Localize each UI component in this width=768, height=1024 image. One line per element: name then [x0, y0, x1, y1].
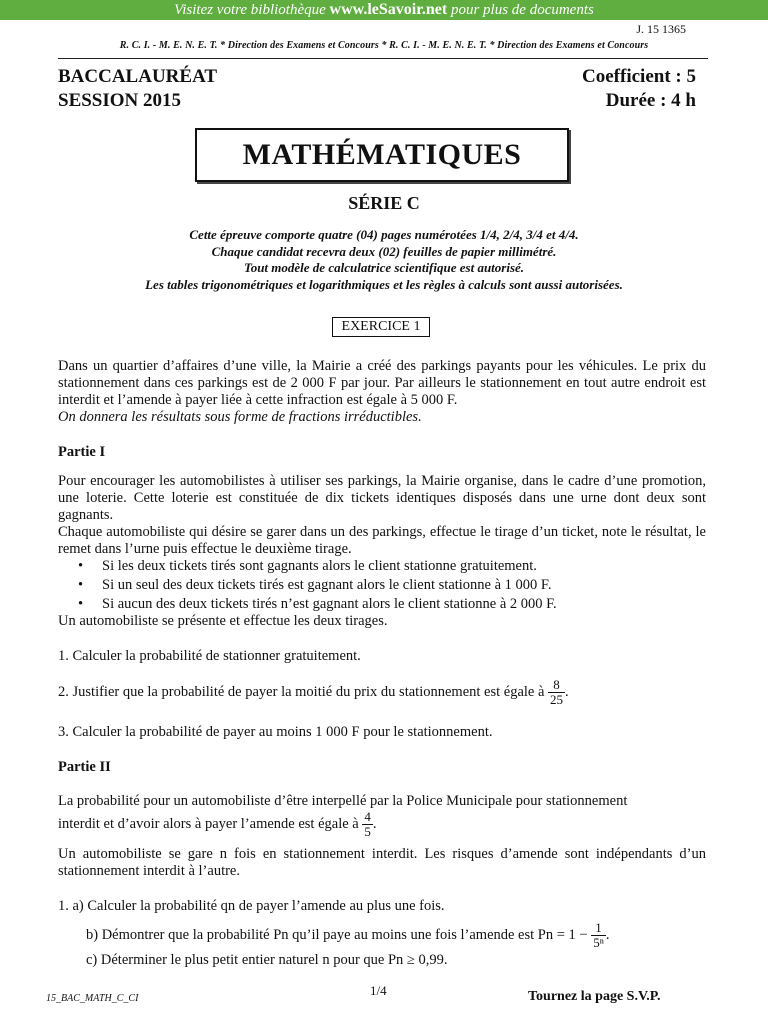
partie2-paragraph2: Un automobiliste se gare n fois en stationnement interdit. Les risques d’amende sont indépendants d’un stationnement interdit à l’autre. [58, 846, 706, 879]
instruction-line: Tout modèle de calculatrice scientifique est autorisé. [243, 260, 525, 275]
list-item [78, 596, 557, 613]
intro-text: Dans un quartier d’affaires d’une ville, la Mairie a créé des parkings payants pour les véhicules. Le prix du stationnement dans ces parkings est de 2 000 F par jour. Par ailleurs le stationnement en tout autre endroit est interdit et l’amende à payer liée à cette infraction est égale à 5 000 F. [58, 358, 706, 408]
session: SESSION 2015 [58, 90, 182, 111]
exam-code: J. 15 1365 [636, 22, 686, 36]
fraction-numerator: 8 [548, 678, 565, 693]
series-title: SÉRIE C [348, 193, 420, 213]
question-1a: 1. a) Calculer la probabilité qn de payer l’amende au plus une fois. [58, 898, 445, 914]
bullet-text: Si aucun des deux tickets tirés n’est gagnant alors le client stationne à 2 000 F. [102, 596, 557, 612]
fraction [362, 810, 373, 839]
fraction [591, 921, 606, 950]
banner-link[interactable]: www.leSavoir.net [329, 1, 448, 18]
instructions [0, 227, 768, 293]
partie1-title: Partie I [58, 444, 106, 460]
fraction-denominator: 25 [550, 692, 564, 707]
ministry-line: R. C. I. - M. E. N. E. T. * Direction des Examens et Concours * R. C. I. - M. E. N. E. T. * Direction des Examens et Concours [119, 40, 649, 51]
partie1-paragraph1: Pour encourager les automobilistes à utiliser ses parkings, la Mairie organise, dans le cadre d’une promotion, une loterie. Cette loterie est constituée de dix tickets identiques disposés dans une urne dont deux sont gagnants. [58, 473, 706, 523]
question-2: 2. Justifier que la probabilité de payer la moitié du prix du stationnement est égale à $\frac{8}{25}$ . [58, 677, 569, 707]
intro-paragraph [58, 358, 706, 426]
header-divider [58, 58, 708, 59]
exercise-label: EXERCICE 1 [332, 317, 430, 337]
bullet-text: Si un seul des deux tickets tirés est gagnant alors le client stationne à 1 000 F. [102, 577, 552, 593]
partie2-line2: interdit et d’avoir alors à payer l’amende est égale à [58, 815, 359, 832]
partie2-paragraph1: La probabilité pour un automobiliste d’être interpellé par la Police Municipale pour stationnement interdit et d’avoir alors à payer l’amende est égale à $\frac{4}{5}$ . [58, 793, 628, 839]
partie1-paragraph2: Chaque automobiliste qui désire se garer dans un des parkings, effectue le tirage d’un ticket, note le résultat, le remet dans l’urne puis effectue le deuxième tirage. [58, 524, 706, 557]
instruction-line: Cette épreuve comporte quatre (04) pages numérotées 1/4, 2/4, 3/4 et 4/4. [189, 227, 579, 242]
fraction-denominator: 5 [364, 824, 371, 839]
banner-suffix: pour plus de documents [450, 2, 594, 18]
duration: Durée : 4 h [605, 90, 696, 111]
question-3: 3. Calculer la probabilité de payer au moins 1 000 F pour le stationnement. [58, 724, 493, 740]
question-1: 1. Calculer la probabilité de stationner gratuitement. [58, 648, 361, 664]
bullet-text: Si les deux tickets tirés sont gagnants alors le client stationne gratuitement. [102, 558, 537, 574]
partie1-paragraph3: Un automobiliste se présente et effectue les deux tirages. [58, 613, 388, 629]
banner-prefix: Visitez votre bibliothèque [174, 2, 326, 18]
list-item [78, 577, 551, 594]
fraction-numerator: 1 [591, 921, 606, 936]
page-number: 1/4 [370, 983, 387, 998]
fraction-denominator: 5ⁿ [593, 935, 604, 950]
footer-code: 15_BAC_MATH_C_CI [46, 993, 139, 1004]
partie2-title: Partie II [58, 759, 111, 775]
fraction [548, 678, 565, 707]
instruction-line: Chaque candidat recevra deux (02) feuilles de papier millimétré. [211, 243, 557, 259]
turn-page-note: Tournez la page S.V.P. [528, 989, 661, 1004]
fraction-numerator: 4 [364, 809, 371, 824]
exam-name: BACCALAURÉAT [58, 66, 218, 87]
partie2-line1: La probabilité pour un automobiliste d’être interpellé par la Police Municipale pour stationnement [58, 793, 628, 809]
intro-note: On donnera les résultats sous forme de fractions irréductibles. [58, 409, 422, 425]
list-item [78, 558, 537, 575]
question-1b-text: b) Démontrer que la probabilité Pn qu’il paye au moins une fois l’amende est Pn = 1 − [86, 926, 588, 943]
question-1b: b) Démontrer que la probabilité Pn qu’il paye au moins une fois l’amende est Pn = 1 − $\frac{1}{\text{5ⁿ}}$ . [86, 920, 610, 950]
question-2-text: 2. Justifier que la probabilité de payer la moitié du prix du stationnement est égale à [58, 683, 545, 700]
bullet-icon: • [78, 558, 84, 574]
bullet-icon: • [78, 596, 84, 612]
coefficient: Coefficient : 5 [582, 66, 696, 87]
instruction-line: Les tables trigonométriques et logarithmiques et les règles à calculs sont aussi autorisées. [145, 276, 623, 292]
bullet-icon: • [78, 577, 84, 593]
page-title: MATHÉMATIQUES [195, 128, 569, 182]
question-1c: c) Déterminer le plus petit entier naturel n pour que Pn ≥ 0,99. [86, 952, 448, 968]
site-banner[interactable] [0, 0, 768, 20]
